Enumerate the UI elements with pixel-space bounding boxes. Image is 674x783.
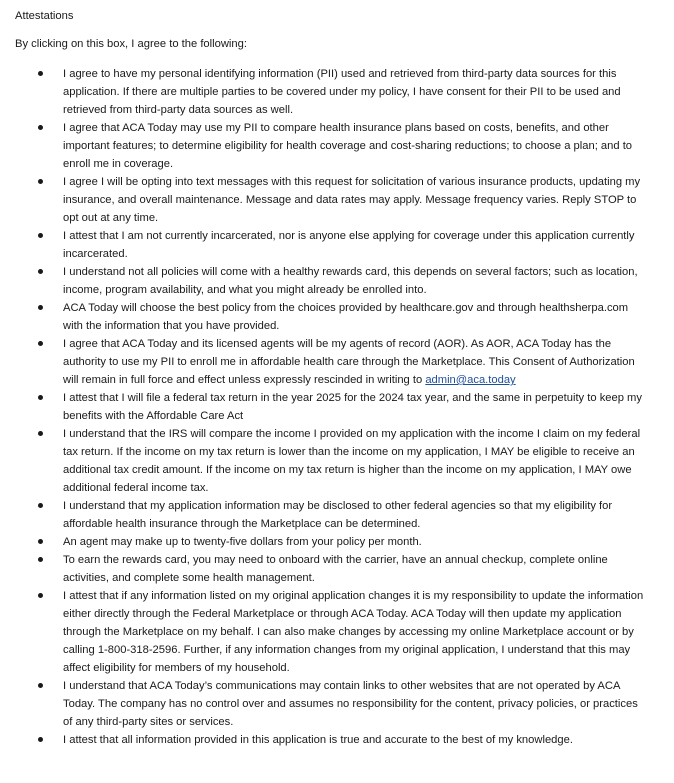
- list-item-text: I understand that my application information may be disclosed to other federal agencies so that my eligibility for affordable health insurance through the Marketplace can be determined.: [63, 500, 613, 530]
- bullet-icon: [38, 233, 43, 238]
- bullet-icon: [38, 503, 43, 508]
- list-item-text: ACA Today will choose the best policy from the choices provided by healthcare.gov and through healthsherpa.com with the information that you have provided.: [63, 302, 629, 332]
- list-item: [0, 533, 674, 551]
- list-item: [0, 227, 674, 263]
- bullet-icon: [38, 683, 43, 688]
- bullet-icon: [38, 737, 43, 742]
- bullet-icon: [38, 395, 43, 400]
- list-item: [0, 497, 674, 533]
- list-item-text: I understand that the IRS will compare the income I provided on my application with the income I claim on my federal tax return. If the income on my tax return is lower than the income on my application, I MAY be eligible to receive an additional tax credit amount. If the income on my tax return is higher than the income on my application, I MAY owe additional federal income tax.: [63, 428, 641, 494]
- list-item: [0, 587, 674, 677]
- list-item-text: I attest that all information provided in this application is true and accurate to the best of my knowledge.: [63, 734, 573, 746]
- list-item-text: I agree I will be opting into text messages with this request for solicitation of various insurance products, updating my insurance, and overall maintenance. Message and data rates may apply. Message frequency varies. Reply STOP to opt out at any time.: [63, 176, 641, 224]
- list-item: [0, 731, 674, 749]
- bullet-icon: [38, 431, 43, 436]
- bullet-icon: [38, 539, 43, 544]
- list-item-text: An agent may make up to twenty-five dollars from your policy per month.: [63, 536, 422, 548]
- list-item: [0, 173, 674, 227]
- list-item-text: I agree to have my personal identifying information (PII) used and retrieved from third-party data sources for this application. If there are multiple parties to be covered under my policy, I have consent for their PII to be used and retrieved from third-party data sources as well.: [63, 68, 621, 116]
- bullet-icon: [38, 341, 43, 346]
- list-item: [0, 551, 674, 587]
- bullet-icon: [38, 305, 43, 310]
- list-item-text: I understand that ACA Today’s communications may contain links to other websites that are not operated by ACA Today. The company has no control over and assumes no responsibility for the content, privacy policies, or practices of any third-party sites or services.: [63, 680, 638, 728]
- bullet-icon: [38, 71, 43, 76]
- list-item-text: I attest that if any information listed on my original application changes it is my responsibility to update the information either directly through the Federal Marketplace or through ACA Today. ACA Today will then update my application through the Marketplace on my behalf. I can also make changes by accessing my online Marketplace account or by calling 1-800-318-2596. Further, if any information changes from my original application, I understand that this may affect eligibility for members of my household.: [63, 590, 644, 674]
- intro-text: By clicking on this box, I agree to the following:: [15, 38, 247, 50]
- bullet-icon: [38, 269, 43, 274]
- bullet-icon: [38, 179, 43, 184]
- list-item-text: I attest that I will file a federal tax return in the year 2025 for the 2024 tax year, and the same in perpetuity to keep my benefits with the Affordable Care Act: [63, 392, 642, 422]
- email-link[interactable]: admin@aca.today: [425, 374, 516, 386]
- list-item-text: I agree that ACA Today may use my PII to compare health insurance plans based on costs, benefits, and other important features; to determine eligibility for health coverage and cost-sharing reductions; to choose a plan; and to enroll me in coverage.: [63, 122, 633, 170]
- list-item: [0, 299, 674, 335]
- bullet-icon: [38, 125, 43, 130]
- list-item: [0, 65, 674, 119]
- bullet-icon: [38, 593, 43, 598]
- list-item: [0, 263, 674, 299]
- list-item: [0, 389, 674, 425]
- list-item-text: To earn the rewards card, you may need to onboard with the carrier, have an annual checkup, complete online activities, and complete some health management.: [63, 554, 608, 584]
- list-item: [0, 335, 674, 389]
- bullet-icon: [38, 557, 43, 562]
- attestation-list: [0, 65, 674, 749]
- list-item-text: I attest that I am not currently incarcerated, nor is anyone else applying for coverage under this application currently incarcerated.: [63, 230, 635, 260]
- list-item-text: I understand not all policies will come with a healthy rewards card, this depends on several factors; such as location, income, program availability, and what you might already be enrolled into.: [63, 266, 638, 296]
- list-item: [0, 677, 674, 731]
- list-item: [0, 119, 674, 173]
- list-item: [0, 425, 674, 497]
- list-item-text: I agree that ACA Today and its licensed agents will be my agents of record (AOR). As AOR, ACA Today has the authority to use my PII to enroll me in affordable health care through the Marketplace. This Consent of Authorization will remain in full force and effect unless expressly rescinded in writing to: [63, 338, 635, 386]
- attestations-title: Attestations: [15, 10, 74, 22]
